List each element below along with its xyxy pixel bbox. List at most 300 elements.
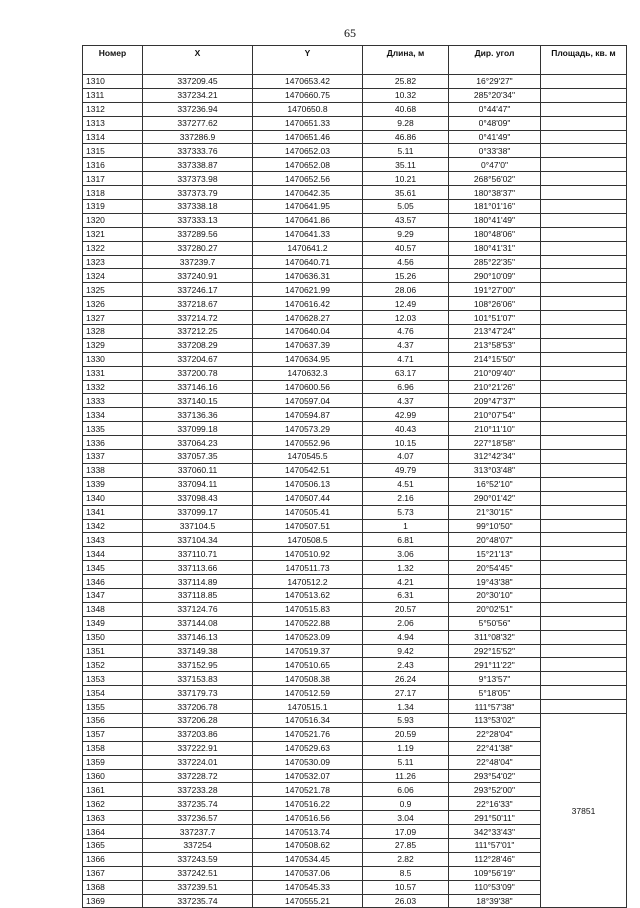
row-length: 26.03	[363, 894, 449, 908]
row-angle: 312°42'34"	[449, 450, 541, 464]
row-x: 337057.35	[143, 450, 253, 464]
row-y: 1470529.63	[253, 741, 363, 755]
area-cell-empty	[541, 269, 627, 283]
row-y: 1470523.09	[253, 630, 363, 644]
row-angle: 15°21'13"	[449, 547, 541, 561]
row-number: 1344	[83, 547, 143, 561]
row-number: 1319	[83, 200, 143, 214]
row-angle: 101°51'07"	[449, 311, 541, 325]
row-number: 1321	[83, 227, 143, 241]
table-row	[83, 700, 627, 714]
row-x: 337235.74	[143, 797, 253, 811]
row-angle: 285°20'34"	[449, 88, 541, 102]
row-x: 337208.29	[143, 338, 253, 352]
row-y: 1470516.56	[253, 811, 363, 825]
row-y: 1470515.1	[253, 700, 363, 714]
row-number: 1365	[83, 838, 143, 852]
row-length: 6.81	[363, 533, 449, 547]
row-angle: 342°33'43"	[449, 825, 541, 839]
area-cell-empty	[541, 158, 627, 172]
row-angle: 22°28'04"	[449, 727, 541, 741]
row-number: 1345	[83, 561, 143, 575]
row-length: 28.06	[363, 283, 449, 297]
row-x: 337099.17	[143, 505, 253, 519]
row-y: 1470522.88	[253, 616, 363, 630]
row-y: 1470506.13	[253, 477, 363, 491]
row-y: 1470632.3	[253, 366, 363, 380]
row-y: 1470521.76	[253, 727, 363, 741]
row-length: 6.06	[363, 783, 449, 797]
row-number: 1347	[83, 588, 143, 602]
row-number: 1368	[83, 880, 143, 894]
row-angle: 292°15'52"	[449, 644, 541, 658]
row-number: 1340	[83, 491, 143, 505]
row-number: 1320	[83, 213, 143, 227]
row-angle: 108°26'06"	[449, 297, 541, 311]
row-x: 337098.43	[143, 491, 253, 505]
row-angle: 16°29'27"	[449, 75, 541, 89]
row-number: 1329	[83, 338, 143, 352]
table-row	[83, 366, 627, 380]
row-number: 1322	[83, 241, 143, 255]
row-number: 1360	[83, 769, 143, 783]
row-number: 1369	[83, 894, 143, 908]
table-row	[83, 200, 627, 214]
row-length: 1.32	[363, 561, 449, 575]
header-x: X	[143, 46, 253, 75]
row-number: 1312	[83, 102, 143, 116]
row-x: 337124.76	[143, 602, 253, 616]
row-number: 1328	[83, 325, 143, 339]
row-angle: 19°43'38"	[449, 575, 541, 589]
table-row	[83, 394, 627, 408]
row-number: 1362	[83, 797, 143, 811]
row-y: 1470513.74	[253, 825, 363, 839]
row-number: 1324	[83, 269, 143, 283]
row-angle: 21°30'15"	[449, 505, 541, 519]
area-cell-empty	[541, 283, 627, 297]
row-number: 1349	[83, 616, 143, 630]
row-length: 2.43	[363, 658, 449, 672]
row-angle: 113°53'02"	[449, 713, 541, 727]
row-number: 1314	[83, 130, 143, 144]
row-angle: 293°52'00"	[449, 783, 541, 797]
row-y: 1470642.35	[253, 186, 363, 200]
row-x: 337094.11	[143, 477, 253, 491]
area-cell-empty	[541, 519, 627, 533]
row-number: 1327	[83, 311, 143, 325]
row-length: 12.49	[363, 297, 449, 311]
table-row	[83, 422, 627, 436]
table-row	[83, 561, 627, 575]
table-row	[83, 533, 627, 547]
row-length: 10.21	[363, 172, 449, 186]
table-row	[83, 380, 627, 394]
row-length: 10.32	[363, 88, 449, 102]
area-cell-empty	[541, 241, 627, 255]
row-x: 337214.72	[143, 311, 253, 325]
row-length: 27.85	[363, 838, 449, 852]
row-angle: 181°01'16"	[449, 200, 541, 214]
row-length: 43.57	[363, 213, 449, 227]
coordinates-table	[82, 45, 627, 908]
row-angle: 311°08'32"	[449, 630, 541, 644]
row-y: 1470652.03	[253, 144, 363, 158]
row-x: 337333.13	[143, 213, 253, 227]
row-x: 337243.59	[143, 852, 253, 866]
area-cell-empty	[541, 186, 627, 200]
table-row	[83, 658, 627, 672]
row-x: 337240.91	[143, 269, 253, 283]
row-y: 1470510.92	[253, 547, 363, 561]
row-y: 1470641.95	[253, 200, 363, 214]
row-length: 3.06	[363, 547, 449, 561]
row-x: 337146.13	[143, 630, 253, 644]
row-number: 1334	[83, 408, 143, 422]
row-length: 4.94	[363, 630, 449, 644]
table-row	[83, 130, 627, 144]
row-y: 1470532.07	[253, 769, 363, 783]
area-cell-empty	[541, 130, 627, 144]
area-cell-empty	[541, 200, 627, 214]
table-row	[83, 158, 627, 172]
row-angle: 111°57'38"	[449, 700, 541, 714]
row-number: 1311	[83, 88, 143, 102]
row-x: 337277.62	[143, 116, 253, 130]
row-number: 1310	[83, 75, 143, 89]
area-cell-empty	[541, 311, 627, 325]
row-angle: 293°54'02"	[449, 769, 541, 783]
table-row	[83, 241, 627, 255]
row-y: 1470534.45	[253, 852, 363, 866]
header-number: Номер	[83, 46, 143, 75]
table-row	[83, 297, 627, 311]
row-angle: 20°02'51"	[449, 602, 541, 616]
row-x: 337104.34	[143, 533, 253, 547]
row-length: 4.71	[363, 352, 449, 366]
row-angle: 0°41'49"	[449, 130, 541, 144]
table-row	[83, 283, 627, 297]
row-length: 4.37	[363, 394, 449, 408]
row-x: 337206.28	[143, 713, 253, 727]
area-cell-empty	[541, 213, 627, 227]
area-cell-empty	[541, 172, 627, 186]
row-x: 337209.45	[143, 75, 253, 89]
row-length: 5.11	[363, 755, 449, 769]
row-x: 337146.16	[143, 380, 253, 394]
table-row	[83, 311, 627, 325]
row-number: 1333	[83, 394, 143, 408]
row-length: 40.57	[363, 241, 449, 255]
row-y: 1470530.09	[253, 755, 363, 769]
row-number: 1353	[83, 672, 143, 686]
row-x: 337236.94	[143, 102, 253, 116]
row-x: 337179.73	[143, 686, 253, 700]
row-x: 337104.5	[143, 519, 253, 533]
row-x: 337234.21	[143, 88, 253, 102]
row-length: 20.57	[363, 602, 449, 616]
row-angle: 16°52'10"	[449, 477, 541, 491]
row-angle: 109°56'19"	[449, 866, 541, 880]
row-angle: 22°16'33"	[449, 797, 541, 811]
row-x: 337236.57	[143, 811, 253, 825]
row-length: 25.82	[363, 75, 449, 89]
row-length: 40.43	[363, 422, 449, 436]
row-length: 15.26	[363, 269, 449, 283]
area-cell-empty	[541, 561, 627, 575]
row-y: 1470636.31	[253, 269, 363, 283]
row-angle: 213°47'24"	[449, 325, 541, 339]
row-x: 337242.51	[143, 866, 253, 880]
row-y: 1470594.87	[253, 408, 363, 422]
area-cell-empty	[541, 686, 627, 700]
row-number: 1356	[83, 713, 143, 727]
row-x: 337113.66	[143, 561, 253, 575]
row-angle: 213°58'53"	[449, 338, 541, 352]
row-number: 1339	[83, 477, 143, 491]
row-length: 9.42	[363, 644, 449, 658]
area-cell-empty	[541, 700, 627, 714]
row-y: 1470516.22	[253, 797, 363, 811]
row-number: 1326	[83, 297, 143, 311]
row-y: 1470651.46	[253, 130, 363, 144]
row-length: 35.11	[363, 158, 449, 172]
table-row	[83, 116, 627, 130]
area-cell-empty	[541, 227, 627, 241]
table-row	[83, 102, 627, 116]
table-row	[83, 450, 627, 464]
row-y: 1470641.33	[253, 227, 363, 241]
row-y: 1470537.06	[253, 866, 363, 880]
row-number: 1323	[83, 255, 143, 269]
row-length: 2.06	[363, 616, 449, 630]
row-angle: 18°39'38"	[449, 894, 541, 908]
row-number: 1352	[83, 658, 143, 672]
row-angle: 210°11'10"	[449, 422, 541, 436]
row-number: 1361	[83, 783, 143, 797]
row-length: 49.79	[363, 463, 449, 477]
header-y: Y	[253, 46, 363, 75]
row-length: 40.68	[363, 102, 449, 116]
area-cell-empty	[541, 352, 627, 366]
row-y: 1470507.44	[253, 491, 363, 505]
row-angle: 290°10'09"	[449, 269, 541, 283]
row-length: 5.73	[363, 505, 449, 519]
row-angle: 180°41'49"	[449, 213, 541, 227]
row-y: 1470641.2	[253, 241, 363, 255]
row-y: 1470637.39	[253, 338, 363, 352]
row-number: 1315	[83, 144, 143, 158]
table-row	[83, 172, 627, 186]
table-row	[83, 463, 627, 477]
row-y: 1470552.96	[253, 436, 363, 450]
row-x: 337235.74	[143, 894, 253, 908]
row-y: 1470519.37	[253, 644, 363, 658]
row-angle: 111°57'01"	[449, 838, 541, 852]
row-number: 1330	[83, 352, 143, 366]
row-x: 337153.83	[143, 672, 253, 686]
row-x: 337149.38	[143, 644, 253, 658]
row-number: 1325	[83, 283, 143, 297]
table-row	[83, 630, 627, 644]
row-angle: 180°38'37"	[449, 186, 541, 200]
row-y: 1470542.51	[253, 463, 363, 477]
area-cell-empty	[541, 88, 627, 102]
table-row	[83, 338, 627, 352]
row-angle: 291°11'22"	[449, 658, 541, 672]
row-number: 1363	[83, 811, 143, 825]
area-cell-empty	[541, 338, 627, 352]
table-row	[83, 519, 627, 533]
table-row	[83, 255, 627, 269]
row-number: 1354	[83, 686, 143, 700]
row-angle: 5°50'56"	[449, 616, 541, 630]
row-angle: 0°44'47"	[449, 102, 541, 116]
row-y: 1470640.04	[253, 325, 363, 339]
table-row	[83, 588, 627, 602]
area-cell-empty	[541, 102, 627, 116]
area-cell-empty	[541, 436, 627, 450]
row-x: 337246.17	[143, 283, 253, 297]
table-row	[83, 352, 627, 366]
row-y: 1470545.5	[253, 450, 363, 464]
row-x: 337206.78	[143, 700, 253, 714]
row-length: 46.86	[363, 130, 449, 144]
row-x: 337136.36	[143, 408, 253, 422]
row-length: 10.57	[363, 880, 449, 894]
row-length: 5.93	[363, 713, 449, 727]
table-row	[83, 602, 627, 616]
row-length: 9.28	[363, 116, 449, 130]
row-angle: 112°28'46"	[449, 852, 541, 866]
row-y: 1470511.73	[253, 561, 363, 575]
row-length: 12.03	[363, 311, 449, 325]
row-x: 337118.85	[143, 588, 253, 602]
row-y: 1470508.62	[253, 838, 363, 852]
table-header-row	[83, 46, 627, 75]
row-angle: 180°48'06"	[449, 227, 541, 241]
row-number: 1331	[83, 366, 143, 380]
row-length: 5.11	[363, 144, 449, 158]
row-x: 337152.95	[143, 658, 253, 672]
row-x: 337140.15	[143, 394, 253, 408]
header-angle: Дир. угол	[449, 46, 541, 75]
table-row	[83, 227, 627, 241]
row-x: 337373.98	[143, 172, 253, 186]
row-angle: 210°07'54"	[449, 408, 541, 422]
area-cell-empty	[541, 380, 627, 394]
row-length: 0.9	[363, 797, 449, 811]
row-number: 1357	[83, 727, 143, 741]
row-length: 17.09	[363, 825, 449, 839]
row-number: 1351	[83, 644, 143, 658]
row-angle: 285°22'35"	[449, 255, 541, 269]
row-x: 337222.91	[143, 741, 253, 755]
row-length: 3.04	[363, 811, 449, 825]
row-x: 337060.11	[143, 463, 253, 477]
area-cell-empty	[541, 255, 627, 269]
table-row	[83, 547, 627, 561]
area-value: 37851	[541, 713, 627, 907]
area-cell-empty	[541, 630, 627, 644]
row-y: 1470513.62	[253, 588, 363, 602]
table-row	[83, 436, 627, 450]
row-y: 1470640.71	[253, 255, 363, 269]
row-length: 4.51	[363, 477, 449, 491]
row-angle: 5°18'05"	[449, 686, 541, 700]
table-row	[83, 144, 627, 158]
area-cell-empty	[541, 144, 627, 158]
row-y: 1470651.33	[253, 116, 363, 130]
row-y: 1470510.65	[253, 658, 363, 672]
row-length: 27.17	[363, 686, 449, 700]
row-x: 337239.7	[143, 255, 253, 269]
row-x: 337200.78	[143, 366, 253, 380]
row-number: 1355	[83, 700, 143, 714]
row-number: 1337	[83, 450, 143, 464]
row-length: 4.07	[363, 450, 449, 464]
row-y: 1470621.99	[253, 283, 363, 297]
row-x: 337286.9	[143, 130, 253, 144]
row-angle: 20°30'10"	[449, 588, 541, 602]
row-y: 1470660.75	[253, 88, 363, 102]
row-angle: 0°48'09"	[449, 116, 541, 130]
row-length: 4.21	[363, 575, 449, 589]
area-cell-empty	[541, 477, 627, 491]
row-angle: 214°15'50"	[449, 352, 541, 366]
row-number: 1358	[83, 741, 143, 755]
row-y: 1470652.56	[253, 172, 363, 186]
row-x: 337204.67	[143, 352, 253, 366]
row-y: 1470634.95	[253, 352, 363, 366]
row-angle: 20°54'45"	[449, 561, 541, 575]
area-cell-empty	[541, 450, 627, 464]
area-cell-empty	[541, 366, 627, 380]
area-cell-empty	[541, 463, 627, 477]
row-length: 1.19	[363, 741, 449, 755]
area-cell-empty	[541, 616, 627, 630]
row-x: 337114.89	[143, 575, 253, 589]
row-y: 1470508.5	[253, 533, 363, 547]
area-cell-empty	[541, 297, 627, 311]
table-row	[83, 672, 627, 686]
row-number: 1348	[83, 602, 143, 616]
row-angle: 22°48'04"	[449, 755, 541, 769]
row-number: 1313	[83, 116, 143, 130]
table-row	[83, 477, 627, 491]
row-length: 42.99	[363, 408, 449, 422]
table-row	[83, 269, 627, 283]
row-angle: 22°41'38"	[449, 741, 541, 755]
table-row	[83, 575, 627, 589]
row-y: 1470650.8	[253, 102, 363, 116]
row-angle: 291°50'11"	[449, 811, 541, 825]
area-cell-empty	[541, 672, 627, 686]
row-y: 1470555.21	[253, 894, 363, 908]
table-row	[83, 505, 627, 519]
area-cell-empty	[541, 575, 627, 589]
table-row	[83, 686, 627, 700]
row-number: 1341	[83, 505, 143, 519]
area-cell-empty	[541, 658, 627, 672]
row-y: 1470597.04	[253, 394, 363, 408]
row-y: 1470652.08	[253, 158, 363, 172]
row-length: 63.17	[363, 366, 449, 380]
row-angle: 268°56'02"	[449, 172, 541, 186]
area-cell-empty	[541, 422, 627, 436]
row-angle: 0°47'0"	[449, 158, 541, 172]
row-number: 1316	[83, 158, 143, 172]
